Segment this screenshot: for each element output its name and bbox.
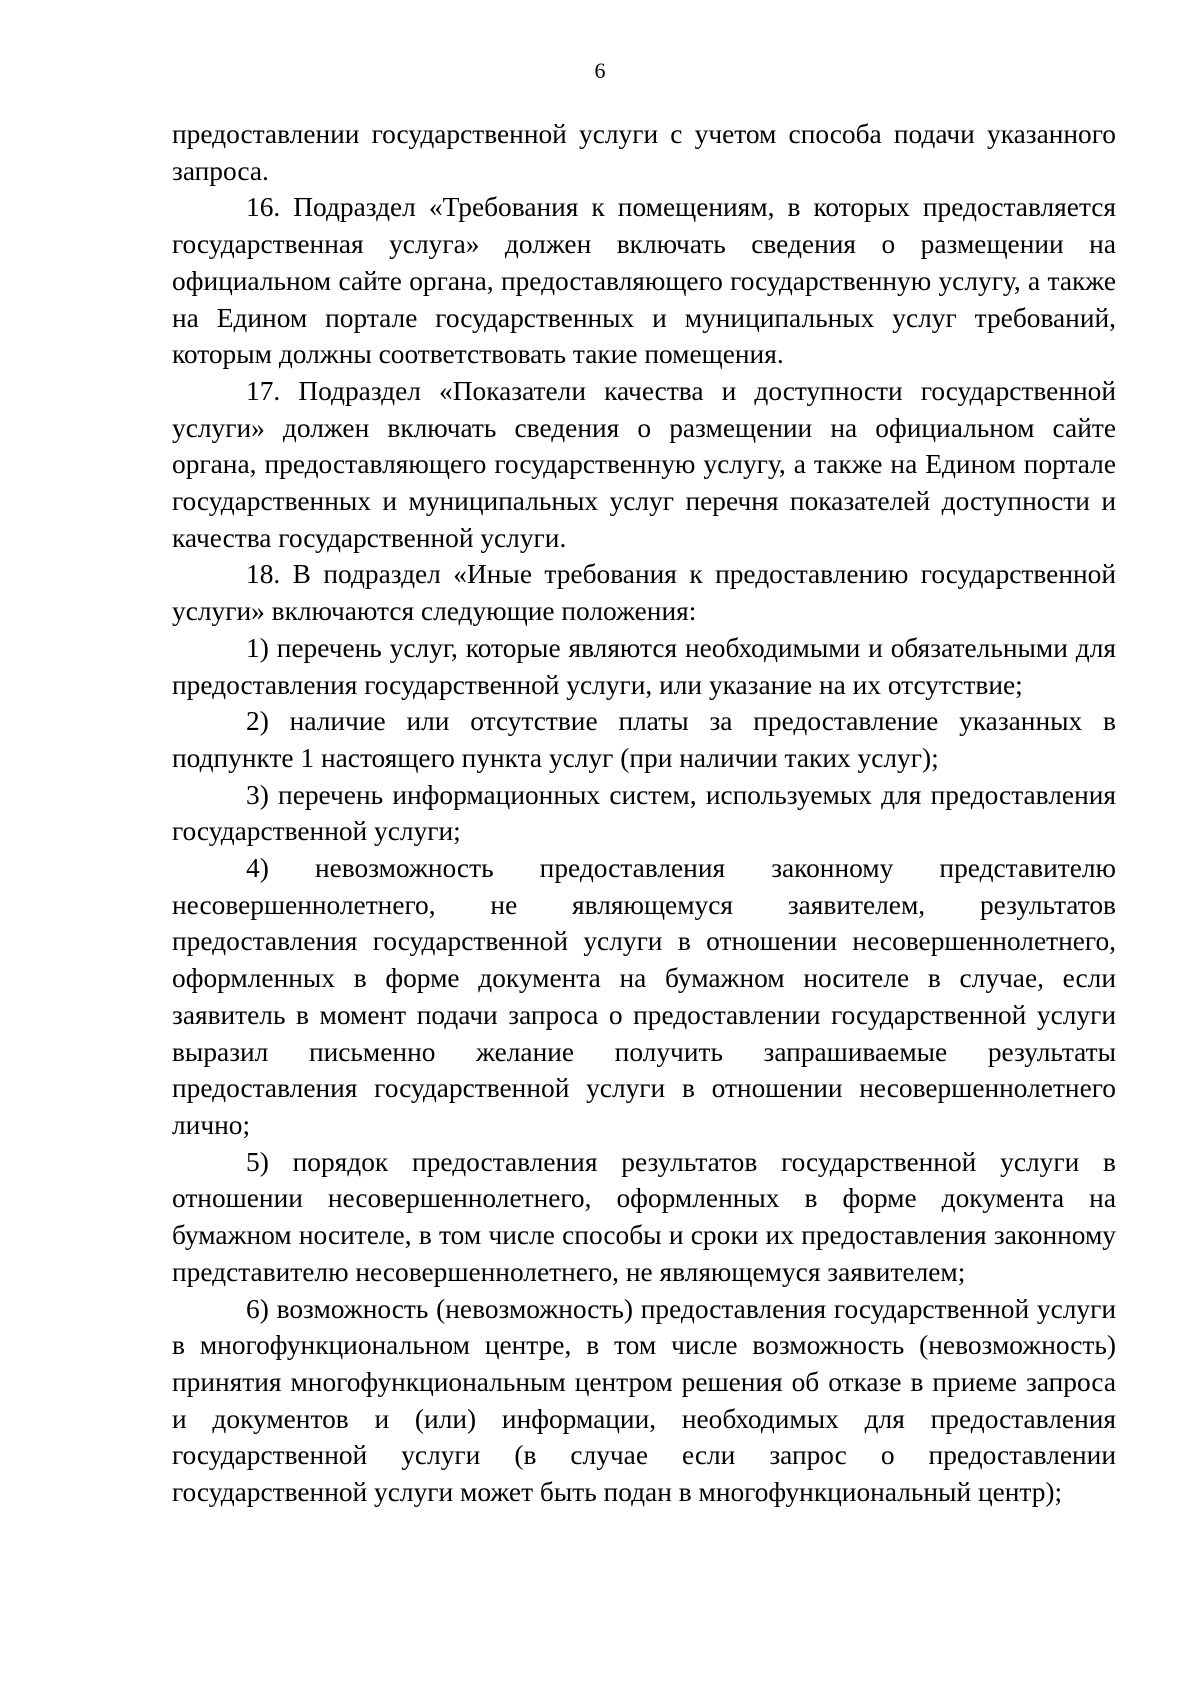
paragraph-17: 17. Подраздел «Показатели качества и доступности государственной услуги» должен включать сведения о размещении на официальном сайте органа, предоставляющего государственную услугу, а также на Едином портале государственных и муниципальных услуг перечня показателей доступности и качества государственной услуги. bbox=[172, 375, 1116, 553]
document-body bbox=[172, 116, 1116, 1511]
paragraph-16: 16. Подраздел «Требования к помещениям, в которых предоставляется государственная услуга» должен включать сведения о размещении на официальном сайте органа, предоставляющего государственную услугу, а также на Едином портале государственных и муниципальных услуг требований, которым должны соответствовать такие помещения. bbox=[172, 192, 1116, 370]
list-item-2: 2) наличие или отсутствие платы за предоставление указанных в подпункте 1 настоящего пункта услуг (при наличии таких услуг); bbox=[172, 706, 1116, 773]
list-item-4: 4) невозможность предоставления законному представителю несовершеннолетнего, не являющемуся заявителем, результатов предоставления государственной услуги в отношении несовершеннолетнего, оформленных в форме документа на бумажном носителе в случае, если заявитель в момент подачи запроса о предоставлении государственной услуги выразил письменно желание получить запрашиваемые результаты предоставления государственной услуги в отношении несовершеннолетнего лично; bbox=[172, 853, 1116, 1140]
paragraph-continuation: предоставлении государственной услуги с учетом способа подачи указанного запроса. bbox=[172, 119, 1116, 186]
page-number: 6 bbox=[594, 58, 606, 83]
list-item-3: 3) перечень информационных систем, используемых для предоставления государственной услуги; bbox=[172, 779, 1116, 847]
paragraph-18: 18. В подраздел «Иные требования к предоставлению государственной услуги» включаются следующие положения: bbox=[172, 559, 1116, 627]
list-item-6: 6) возможность (невозможность) предоставления государственной услуги в многофункциональном центре, в том числе возможность (невозможность) принятия многофункциональным центром решения об отказе в приеме запроса и документов и (или) информации, необходимых для предоставления государственной услуги (в случае если запрос о предоставлении государственной услуги может быть подан в многофункциональный центр); bbox=[172, 1293, 1116, 1508]
list-item-1: 1) перечень услуг, которые являются необходимыми и обязательными для предоставления государственной услуги, или указание на их отсутствие; bbox=[172, 632, 1116, 700]
list-item-5: 5) порядок предоставления результатов государственной услуги в отношении несовершеннолетнего, оформленных в форме документа на бумажном носителе, в том числе способы и сроки их предоставления законному представителю несовершеннолетнего, не являющемуся заявителем; bbox=[172, 1146, 1116, 1287]
